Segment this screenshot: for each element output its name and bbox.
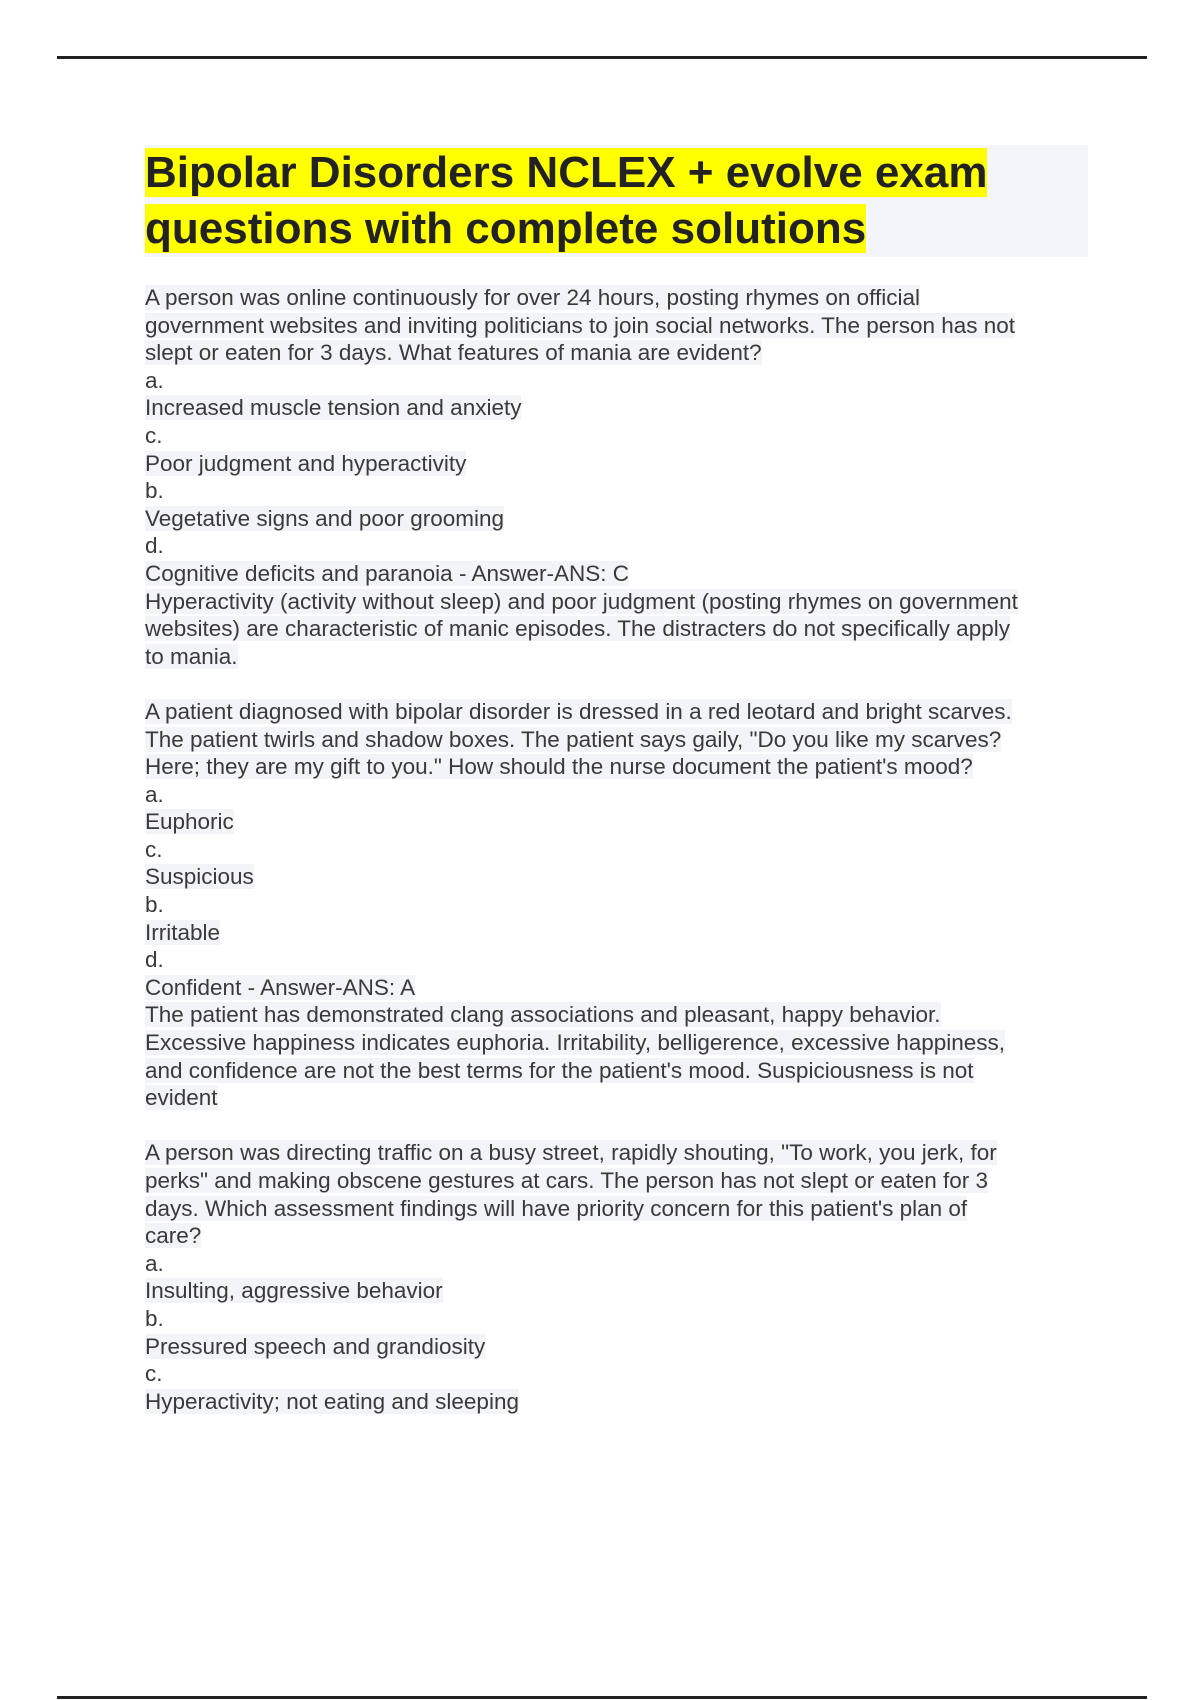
rationale-line: Excessive happiness indicates euphoria. Irritability, belligerence, excessive happiness, (145, 1030, 1006, 1056)
rationale-line: evident (145, 1085, 218, 1111)
option-text: Vegetative signs and poor grooming (145, 505, 504, 531)
option-text-with-answer: Cognitive deficits and paranoia - Answer-ANS: C (145, 560, 629, 586)
option-text: Irritable (145, 919, 221, 945)
option-letter: c. (145, 1361, 163, 1387)
option-letter: a. (145, 1250, 164, 1276)
option-letter: b. (145, 1305, 164, 1331)
option-letter: a. (145, 367, 164, 393)
rationale-line: and confidence are not the best terms for the patient's mood. Suspiciousness is not (145, 1057, 974, 1083)
option-letter: c. (145, 422, 163, 448)
question-stem-line: days. Which assessment findings will have priority concern for this patient's plan of (145, 1195, 968, 1221)
question-stem-line: care? (145, 1223, 202, 1249)
question-stem-line: perks" and making obscene gestures at cars. The person has not slept or eaten for 3 (145, 1168, 989, 1193)
rationale-line: Hyperactivity (activity without sleep) and poor judgment (posting rhymes on government (145, 588, 1018, 614)
question-stem-line: Here; they are my gift to you." How should the nurse document the patient's mood? (145, 754, 973, 780)
option-text: Poor judgment and hyperactivity (145, 450, 467, 476)
question-2 (145, 698, 1085, 1112)
option-letter: c. (145, 836, 163, 862)
paragraph-gap (145, 670, 1085, 698)
rationale-line: to mania. (145, 643, 238, 669)
option-text: Insulting, aggressive behavior (145, 1278, 443, 1304)
question-3 (145, 1139, 1085, 1415)
header-rule (57, 56, 1147, 59)
option-text: Hyperactivity; not eating and sleeping (145, 1388, 519, 1414)
document-body (145, 284, 1085, 1415)
question-stem-line: government websites and inviting politicians to join social networks. The person has not (145, 312, 1016, 338)
question-stem-line: A person was online continuously for over 24 hours, posting rhymes on official (145, 285, 921, 310)
option-text: Pressured speech and grandiosity (145, 1333, 486, 1359)
question-stem-line: A person was directing traffic on a busy street, rapidly shouting, "To work, you jerk, for (145, 1140, 997, 1166)
question-stem-line: The patient twirls and shadow boxes. The patient says gaily, "Do you like my scarves? (145, 726, 1002, 752)
question-stem-line: A patient diagnosed with bipolar disorder is dressed in a red leotard and bright scarves. (145, 698, 1012, 724)
option-letter: d. (145, 533, 164, 559)
option-letter: b. (145, 892, 164, 918)
option-letter: b. (145, 478, 164, 504)
option-text-with-answer: Confident - Answer-ANS: A (145, 974, 416, 1000)
question-stem-line: slept or eaten for 3 days. What features of mania are evident? (145, 340, 762, 366)
rationale-line: The patient has demonstrated clang associations and pleasant, happy behavior. (145, 1002, 941, 1028)
title-line-1: Bipolar Disorders NCLEX + evolve exam (145, 148, 988, 197)
paragraph-gap (145, 1112, 1085, 1140)
title-line-2: questions with complete solutions (145, 204, 867, 253)
document-title (145, 145, 1088, 257)
footer-rule (57, 1696, 1147, 1699)
option-text: Increased muscle tension and anxiety (145, 395, 522, 421)
option-letter: d. (145, 947, 164, 973)
option-text: Euphoric (145, 809, 234, 835)
option-letter: a. (145, 781, 164, 807)
rationale-line: websites) are characteristic of manic episodes. The distracters do not specifically apply (145, 616, 1010, 642)
option-text: Suspicious (145, 864, 254, 890)
question-1 (145, 284, 1085, 670)
